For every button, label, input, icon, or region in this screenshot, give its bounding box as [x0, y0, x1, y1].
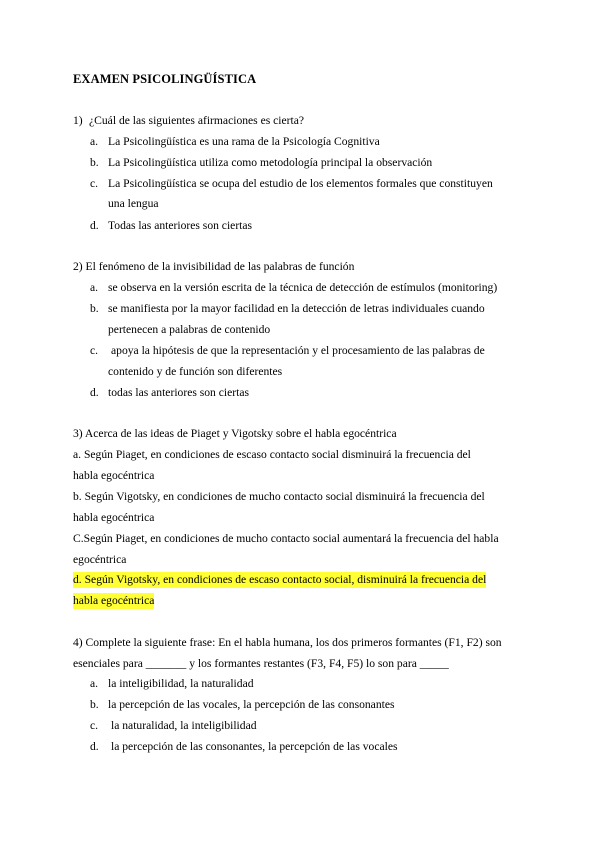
- q4-d-text: la percepción de las consonantes, la percepción de las vocales: [111, 740, 398, 753]
- q1-stem: ¿Cuál de las siguientes afirmaciones es cierta?: [89, 114, 305, 127]
- q2-b-text-1: se manifiesta por la mayor facilidad en la detección de letras individuales cuando: [108, 302, 485, 315]
- q1-d-marker: d.: [90, 219, 99, 232]
- q4-a-text: la inteligibilidad, la naturalidad: [108, 677, 254, 690]
- q1-b-marker: b.: [90, 156, 99, 169]
- q2-c-text-1: apoya la hipótesis de que la representación y el procesamiento de las palabras de: [111, 344, 485, 357]
- q3-b-line-1: b. Según Vigotsky, en condiciones de mucho contacto social disminuirá la frecuencia del: [73, 490, 485, 503]
- q1-c-text-2: una lengua: [108, 197, 159, 210]
- q1-c-marker: c.: [90, 177, 99, 190]
- q1-d-text: Todas las anteriores son ciertas: [108, 219, 253, 232]
- q4-stem-1: 4) Complete la siguiente frase: En el habla humana, los dos primeros formantes (F1, F2) son: [73, 636, 502, 649]
- q2-d-marker: d.: [90, 386, 99, 399]
- q3-a-line-2: habla egocéntrica: [73, 469, 155, 482]
- q2-c-text-2: contenido y de función son diferentes: [108, 365, 283, 378]
- q1-b-text: La Psicolingüística utiliza como metodología principal la observación: [108, 156, 433, 169]
- q3-d-line-2: habla egocéntrica: [73, 594, 155, 607]
- q2-c-marker: c.: [90, 344, 99, 357]
- q2-stem: 2) El fenómeno de la invisibilidad de las palabras de función: [73, 260, 355, 273]
- q1-a-text: La Psicolingüística es una rama de la Psicología Cognitiva: [108, 135, 380, 148]
- q2-d-text: todas las anteriores son ciertas: [108, 386, 250, 399]
- q3-b-line-2: habla egocéntrica: [73, 511, 155, 524]
- q3-c-line-1: C.Según Piaget, en condiciones de mucho contacto social aumentará la frecuencia del habla: [73, 532, 499, 545]
- q3-c-line-2: egocéntrica: [73, 553, 127, 566]
- q2-b-marker: b.: [90, 302, 99, 315]
- q2-a-text: se observa en la versión escrita de la técnica de detección de estímulos (monitoring): [108, 281, 498, 294]
- q1-c-text-1: La Psicolingüística se ocupa del estudio de los elementos formales que constituyen: [108, 177, 493, 190]
- q3-stem: 3) Acerca de las ideas de Piaget y Vigotsky sobre el habla egocéntrica: [73, 427, 397, 440]
- q4-a-marker: a.: [90, 677, 99, 690]
- q1-number: 1): [73, 114, 83, 127]
- q2-a-marker: a.: [90, 281, 99, 294]
- q4-d-marker: d.: [90, 740, 99, 753]
- q4-stem-2: esenciales para _______ y los formantes restantes (F3, F4, F5) lo son para _____: [73, 657, 449, 670]
- exam-title: EXAMEN PSICOLINGÜÍSTICA: [73, 72, 257, 86]
- q3-a-line-1: a. Según Piaget, en condiciones de escaso contacto social disminuirá la frecuencia del: [73, 448, 471, 461]
- q1-a-marker: a.: [90, 135, 99, 148]
- q4-c-text: la naturalidad, la inteligibilidad: [111, 719, 257, 732]
- q4-b-text: la percepción de las vocales, la percepción de las consonantes: [108, 698, 395, 711]
- q4-b-marker: b.: [90, 698, 99, 711]
- q2-b-text-2: pertenecen a palabras de contenido: [108, 323, 271, 336]
- q4-c-marker: c.: [90, 719, 99, 732]
- q3-d-line-1: d. Según Vigotsky, en condiciones de escaso contacto social, disminuirá la frecuencia del: [73, 573, 487, 586]
